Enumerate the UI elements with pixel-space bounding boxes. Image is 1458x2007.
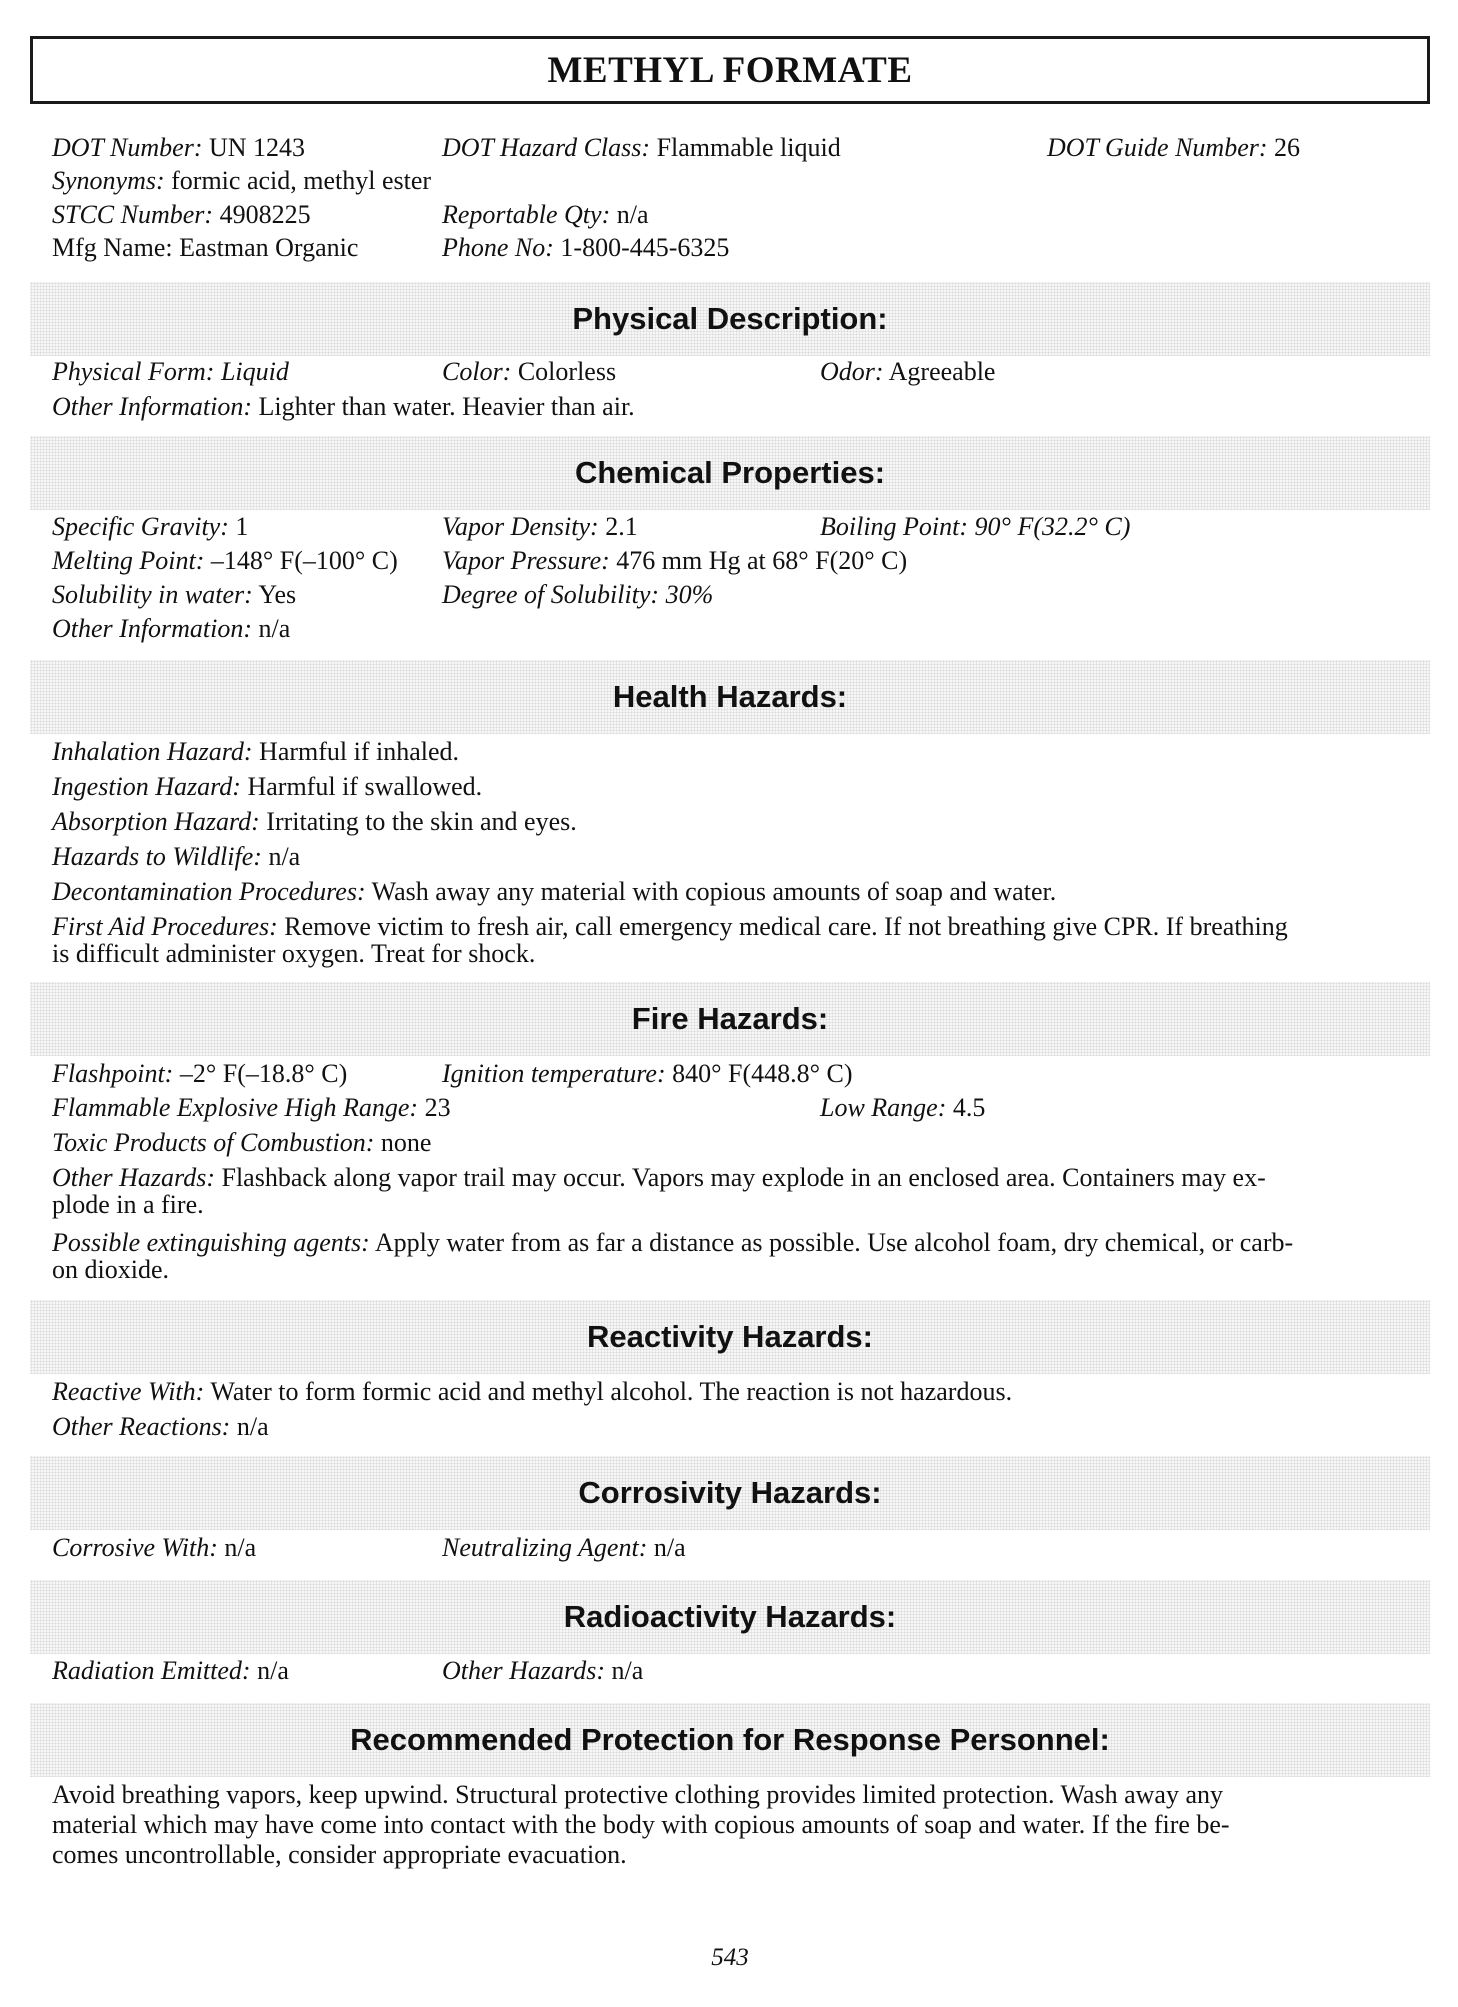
flammable-low-range: Low Range: 4.5: [820, 1093, 986, 1122]
section-radioactivity-hazards: [30, 1580, 1430, 1654]
physical-form: Physical Form: Liquid: [52, 357, 289, 386]
flashpoint: Flashpoint: –2° F(–18.8° C): [52, 1059, 348, 1088]
radioactivity-other-hazards: Other Hazards: n/a: [442, 1656, 644, 1685]
stcc-number: STCC Number: 4908225: [52, 200, 311, 229]
corrosive-with: Corrosive With: n/a: [52, 1533, 257, 1562]
physical-other-info: Other Information: Lighter than water. Heavier than air.: [52, 392, 635, 421]
page-number: 543: [711, 1944, 749, 1971]
reportable-qty: Reportable Qty: n/a: [442, 200, 649, 229]
section-physical-description: [30, 282, 1430, 356]
melting-point: Melting Point: –148° F(–100° C): [52, 546, 398, 575]
mfg-name: Mfg Name: Eastman Organic: [52, 233, 359, 262]
dot-hazard-class: DOT Hazard Class: Flammable liquid: [442, 133, 841, 162]
section-heading: Fire Hazards:: [631, 1001, 829, 1036]
title-box: [30, 36, 1430, 104]
section-corrosivity-hazards: [30, 1456, 1430, 1530]
section-health-hazards: [30, 660, 1430, 734]
dot-guide-number: DOT Guide Number: 26: [1047, 133, 1301, 162]
section-heading: Chemical Properties:: [574, 455, 886, 490]
vapor-pressure: Vapor Pressure: 476 mm Hg at 68° F(20° C): [442, 546, 908, 575]
section-recommended-protection: [30, 1703, 1430, 1777]
section-heading: Physical Description:: [572, 301, 888, 336]
section-heading: Health Hazards:: [612, 679, 848, 714]
synonyms: Synonyms: formic acid, methyl ester: [52, 166, 432, 195]
document-title: METHYL FORMATE: [547, 49, 913, 91]
section-heading: Radioactivity Hazards:: [563, 1599, 897, 1634]
specific-gravity: Specific Gravity: 1: [52, 512, 249, 541]
chemical-other-info: Other Information: n/a: [52, 614, 291, 643]
radiation-emitted: Radiation Emitted: n/a: [52, 1656, 289, 1685]
section-chemical-properties: [30, 436, 1430, 510]
phone-number: Phone No: 1-800-445-6325: [442, 233, 730, 262]
document-page: METHYL FORMATE DOT Number: UN 1243 DOT Hazard Class: Flammable liquid DOT Guide Number: 26 Synonyms: formic acid, methyl ester STCC Number: 4908225 Reportable Qty: n/a Mfg Name: Eastman Organic Phone No: 1-800-445-6325 Physical Description: Physical Form: Liquid Color: Colorless Odor: Agreeable Other Information: Lighter than water. Heavier than air. Chemical Properties: Specific Gravity: 1 Vapor Density: 2.1 Boiling Point: 90° F(32.2° C) Melting Point: –148° F(–100° C) Vapor Pressure: 476 mm Hg at 68° F(20° C) Solubility in water: Yes Degree of Solubility: 30% Other Information: n/a Health Hazards: Inhalation Hazard: Harmful if inhaled. Ingestion Hazard: Harmful if swallowed. Absorption Hazard: Irritating to the skin and eyes. Hazards to Wildlife: n/a Decontamination Procedures: Wash away any material with copious amounts of soap and water. First Aid Procedures: Remove victim to fresh air, call emergency medical care. If not breathing give CPR. If breathing is difficult administer oxygen. Treat for shock. Fire Hazards: Flashpoint: –2° F(–18.8° C) Ignition temperature: 840° F(448.8° C) Flammable Explosive High Range: 23 Low Range: 4.5 Toxic Products of Combustion: none Other Hazards: Flashback along vapor trail may occur. Vapors may explode in an enclosed area. Containers may ex- plode in a fire. Possible extinguishing agents: Apply water from as far a distance as possible. Use alcohol foam, dry chemical, or carb- on dioxide. Reactivity Hazards: Reactive With: Water to form formic acid and methyl alcohol. The reaction is not hazardous. Other Reactions: n/a Corrosivity Hazards: Corrosive With: n/a Neutralizing Agent: n/a Radioactivity Hazards: Radiation Emitted: n/a Other Hazards: n/a Recommended Protection for Response Personnel: Avoid breathing vapors, keep upwind. Structural protective clothing provides limited protection. Wash away any material which may have come into contact with the body with copious amounts of soap and water. If the fire be- comes uncontrollable, consider appropriate evacuation. 543: [30, 0, 1430, 2007]
section-fire-hazards: [30, 982, 1430, 1056]
flammable-high-range: Flammable Explosive High Range: 23: [52, 1093, 451, 1122]
section-heading: Corrosivity Hazards:: [578, 1475, 882, 1510]
neutralizing-agent: Neutralizing Agent: n/a: [442, 1533, 686, 1562]
vapor-density: Vapor Density: 2.1: [442, 512, 638, 541]
dot-number: DOT Number: UN 1243: [52, 133, 306, 162]
section-reactivity-hazards: [30, 1300, 1430, 1374]
odor: Odor: Agreeable: [820, 357, 996, 386]
ignition-temperature: Ignition temperature: 840° F(448.8° C): [442, 1059, 853, 1088]
color: Color: Colorless: [442, 357, 617, 386]
degree-of-solubility: Degree of Solubility: 30%: [442, 580, 714, 609]
section-heading: Reactivity Hazards:: [586, 1319, 873, 1354]
boiling-point: Boiling Point: 90° F(32.2° C): [820, 512, 1131, 541]
solubility-in-water: Solubility in water: Yes: [52, 580, 297, 609]
section-heading: Recommended Protection for Response Personnel:: [350, 1722, 1110, 1757]
